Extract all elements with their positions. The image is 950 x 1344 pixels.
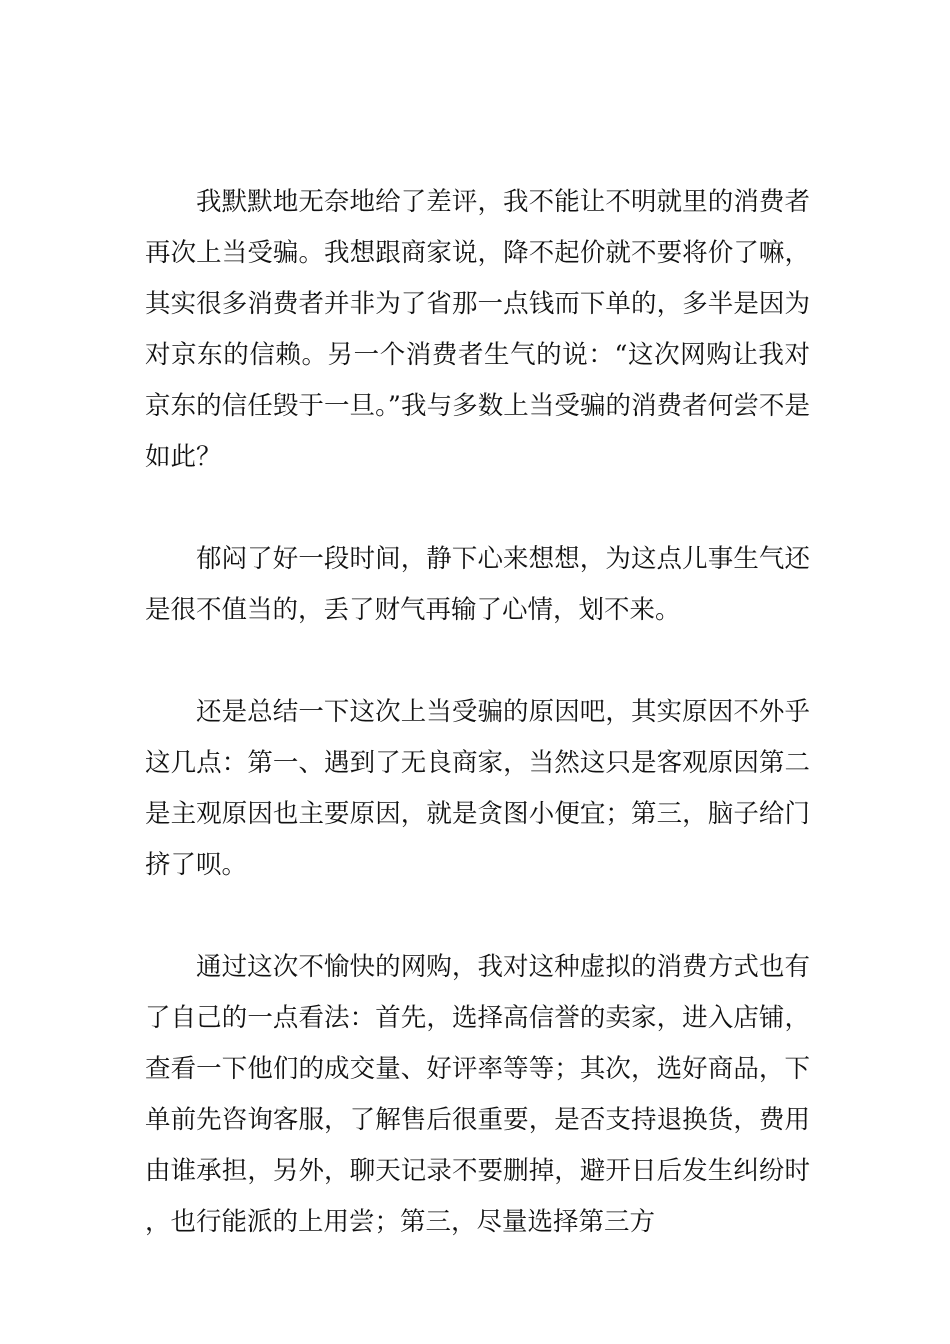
paragraph-4: 通过这次不愉快的网购，我对这种虚拟的消费方式也有了自己的一点看法：首先，选择高信誉的卖家，进入店铺，查看一下他们的成交量、好评率等等；其次，选好商品，下单前先咨询客服，了解售后很重要，是否支持退换货，费用由谁承担，另外，聊天记录不要删掉，避开日后发生纠纷时，也行能派的上用尝；第三，尽量选择第三方 [145, 952, 810, 1237]
paragraph-3: 还是总结一下这次上当受骗的原因吧，其实原因不外乎这几点：第一、遇到了无良商家，当然这只是客观原因第二是主观原因也主要原因，就是贪图小便宜；第三，脑子给门挤了呗。 [145, 697, 810, 880]
document-body [145, 177, 810, 1299]
paragraph-2: 郁闷了好一段时间，静下心来想想，为这点儿事生气还是很不值当的，丢了财气再输了心情，划不来。 [145, 544, 810, 625]
paragraph-1: 我默默地无奈地给了差评，我不能让不明就里的消费者再次上当受骗。我想跟商家说，降不起价就不要将价了嘛，其实很多消费者并非为了省那一点钱而下单的，多半是因为对京东的信赖。另一个消费者生气的说：“这次网购让我对京东的信任毁于一旦。”我与多数上当受骗的消费者何尝不是如此？ [145, 187, 810, 472]
